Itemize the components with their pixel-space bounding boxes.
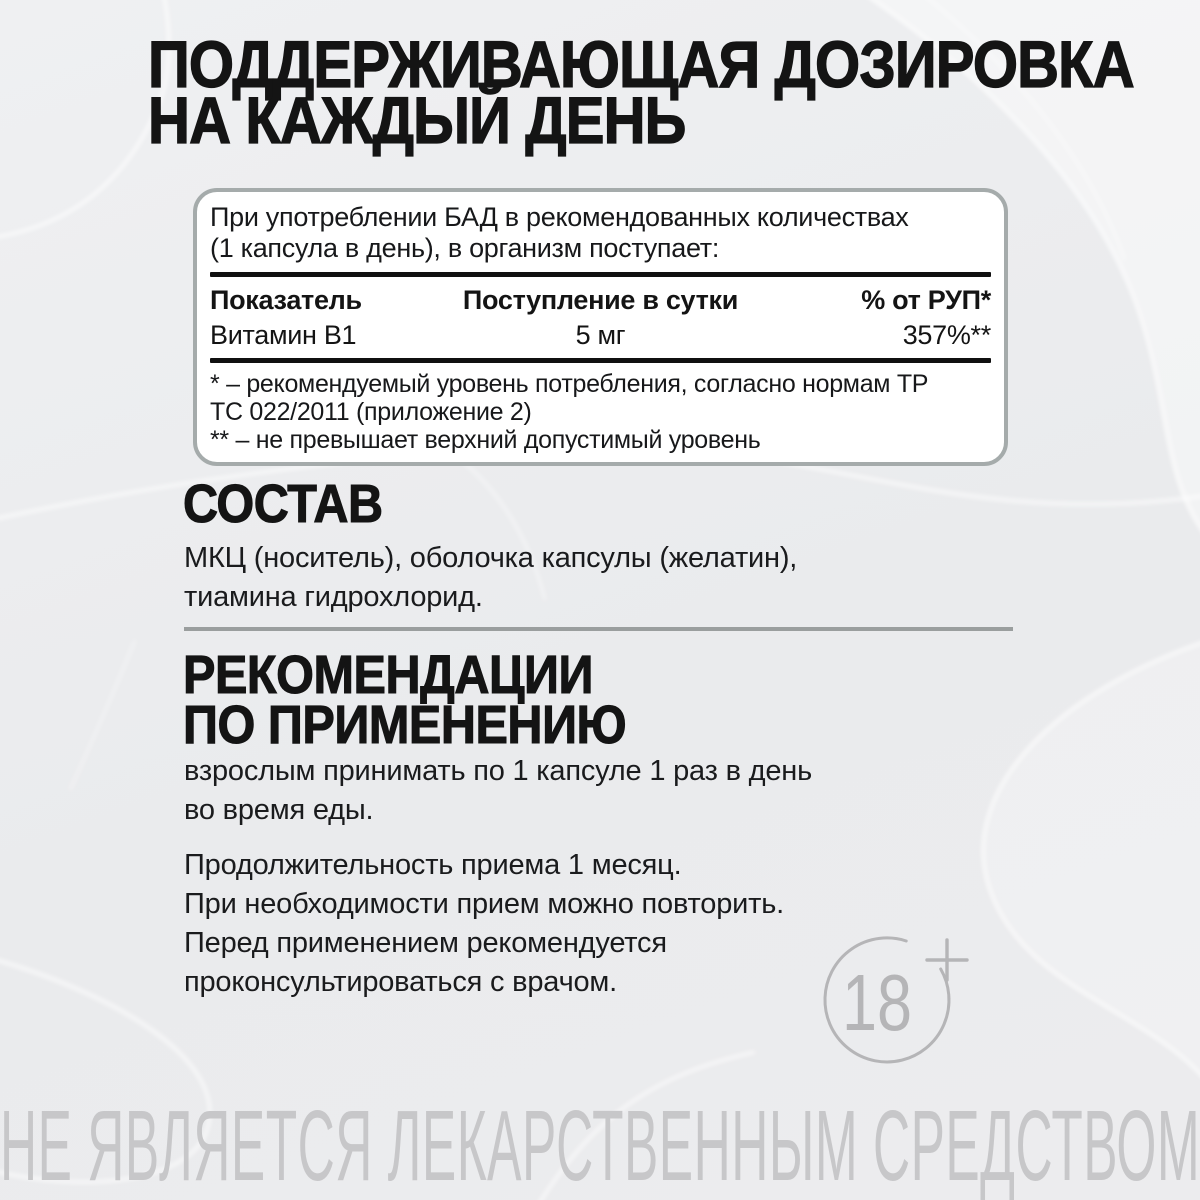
col-header-percent-rup: % от РУП* — [861, 285, 991, 315]
nutrient-table-header-row — [210, 277, 991, 320]
recommendations-heading — [183, 645, 627, 755]
col-header-indicator: Показатель — [210, 285, 362, 315]
badge-plus-icon — [927, 940, 967, 980]
section-divider — [184, 627, 1013, 631]
age-18-plus-badge — [807, 920, 977, 1090]
composition-text-line-2: тиамина гидрохлорид. — [184, 581, 483, 613]
composition-text-line-1: МКЦ (носитель), оболочка капсулы (желатин), — [184, 542, 798, 574]
dosage-info-box — [193, 188, 1008, 466]
footnote-line-1: * – рекомендуемый уровень потребления, согласно нормам ТР — [210, 370, 929, 398]
badge-age-number: 18 — [842, 958, 912, 1047]
duration-line-1: Продолжительность приема 1 месяц. — [184, 849, 682, 881]
duration-line-2: При необходимости прием можно повторить. — [184, 888, 784, 920]
disclaimer-watermark: НЕ ЯВЛЯЕТСЯ ЛЕКАРСТВЕННЫМ СРЕДСТВОМ — [0, 1096, 1200, 1200]
nutrient-daily-intake: 5 мг — [575, 320, 626, 350]
recommendations-usage-text — [184, 752, 812, 830]
composition-heading: СОСТАВ — [183, 474, 383, 534]
usage-line-1: взрослым принимать по 1 капсуле 1 раз в день — [184, 755, 813, 787]
page-title-line-2: НА КАЖДЫЙ ДЕНЬ — [148, 83, 686, 157]
composition-text — [184, 539, 797, 617]
dosage-intro-line-2: (1 капсула в день), в организм поступает: — [210, 233, 720, 263]
duration-line-4: проконсультироваться с врачом. — [184, 966, 618, 998]
recommendations-heading-line-2: ПО ПРИМЕНЕНИЮ — [183, 695, 627, 755]
page-title — [148, 27, 1134, 157]
recommendations-heading-line-1: РЕКОМЕНДАЦИИ — [183, 645, 593, 705]
table-footnotes — [210, 370, 991, 454]
nutrient-name: Витамин B1 — [210, 320, 357, 350]
nutrient-table-row-vitamin-b1 — [210, 320, 991, 358]
page-title-line-1: ПОДДЕРЖИВАЮЩАЯ ДОЗИРОВКА — [148, 27, 1134, 101]
nutrient-percent-rup: 357%** — [902, 320, 991, 350]
footnote-line-3: ** – не превышает верхний допустимый уровень — [210, 426, 761, 454]
disclaimer-watermark-wrap — [0, 1096, 1200, 1200]
duration-line-3: Перед применением рекомендуется — [184, 927, 667, 959]
table-bottom-rule — [210, 358, 991, 363]
col-header-daily-intake: Поступление в сутки — [462, 285, 739, 315]
recommendations-duration-text — [184, 846, 784, 1002]
dosage-intro — [210, 202, 991, 264]
usage-line-2: во время еды. — [184, 794, 374, 826]
dosage-intro-line-1: При употреблении БАД в рекомендованных количествах — [210, 202, 909, 232]
footnote-line-2: ТС 022/2011 (приложение 2) — [210, 398, 532, 426]
